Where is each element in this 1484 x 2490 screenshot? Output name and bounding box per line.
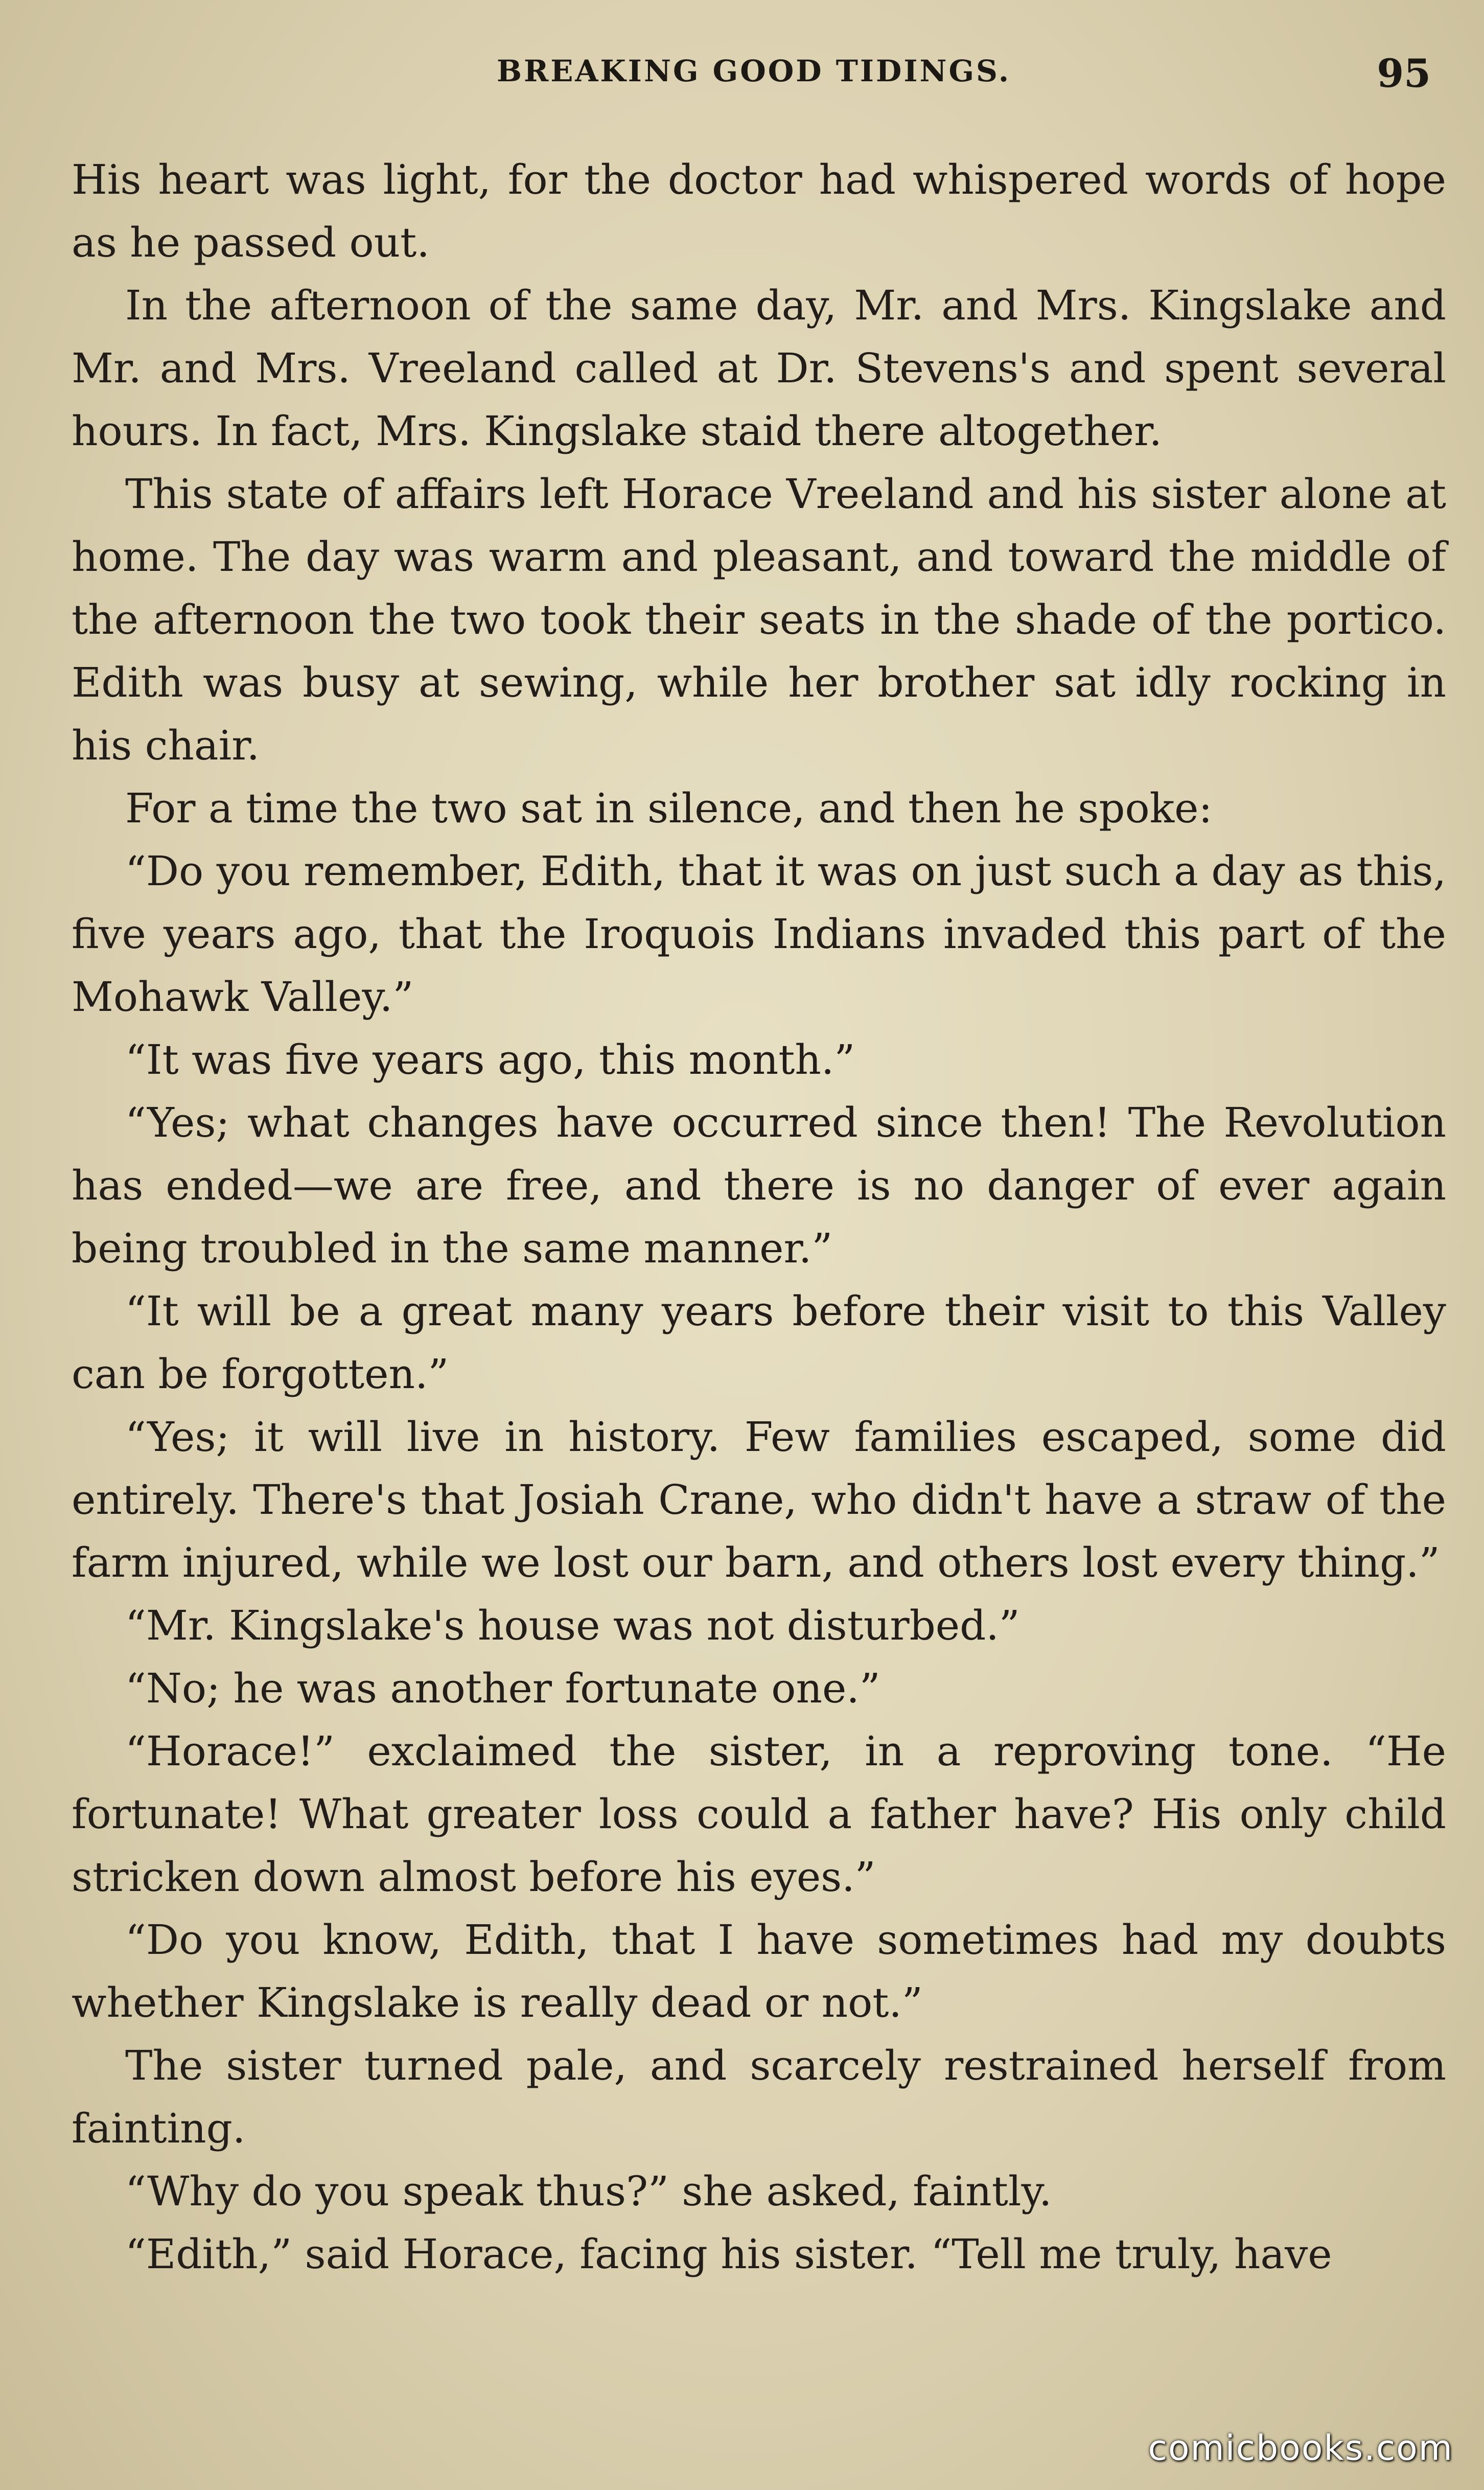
paragraph: “It will be a great many years before their visit to this Valley can be forgotten.” <box>72 1287 1446 1398</box>
body-text <box>72 148 1446 2286</box>
page-number: 95 <box>1377 51 1431 96</box>
running-head: BREAKING GOOD TIDINGS. <box>496 54 1011 88</box>
paragraph: “It was five years ago, this month.” <box>125 1036 855 1083</box>
paragraph: His heart was light, for the doctor had whispered words of hope as he passed out. <box>72 156 1446 266</box>
watermark: comicbooks.com <box>1148 2428 1453 2469</box>
paragraph: “Do you remember, Edith, that it was on just such a day as this, five years ago, that the Iroquois Indians invaded this part of the Mohawk Valley.” <box>72 847 1446 1021</box>
paragraph: “Mr. Kingslake's house was not disturbed.” <box>125 1602 1020 1649</box>
paragraph: “No; he was another fortunate one.” <box>125 1665 880 1712</box>
paragraph: This state of affairs left Horace Vreeland and his sister alone at home. The day was warm and pleasant, and toward the middle of the afternoon the two took their seats in the shade of the portico. Edith was busy at sewing, while her brother sat idly rocking in his chair. <box>72 470 1446 769</box>
paragraph: The sister turned pale, and scarcely restrained herself from fainting. <box>72 2042 1446 2152</box>
page-header <box>72 51 1436 115</box>
paragraph: “Yes; it will live in history. Few families escaped, some did entirely. There's that Josiah Crane, who didn't have a straw of the farm injured, while we lost our barn, and others lost every thing.” <box>72 1413 1446 1586</box>
paragraph: “Why do you speak thus?” she asked, faintly. <box>125 2168 1052 2215</box>
paragraph: “Yes; what changes have occurred since then! The Revolution has ended—we are free, and there is no danger of ever again being troubled in the same manner.” <box>72 1099 1446 1272</box>
paragraph: “Horace!” exclaimed the sister, in a reproving tone. “He fortunate! What greater loss could a father have? His only child stricken down almost before his eyes.” <box>72 1727 1446 1901</box>
paragraph: “Do you know, Edith, that I have sometimes had my doubts whether Kingslake is really dead or not.” <box>72 1916 1446 2026</box>
paragraph: For a time the two sat in silence, and then he spoke: <box>125 785 1213 832</box>
paragraph: “Edith,” said Horace, facing his sister. “Tell me truly, have <box>125 2230 1332 2278</box>
paragraph: In the afternoon of the same day, Mr. and Mrs. Kingslake and Mr. and Mrs. Vreeland called at Dr. Stevens's and spent several hours. In fact, Mrs. Kingslake staid there altogether. <box>72 282 1446 455</box>
